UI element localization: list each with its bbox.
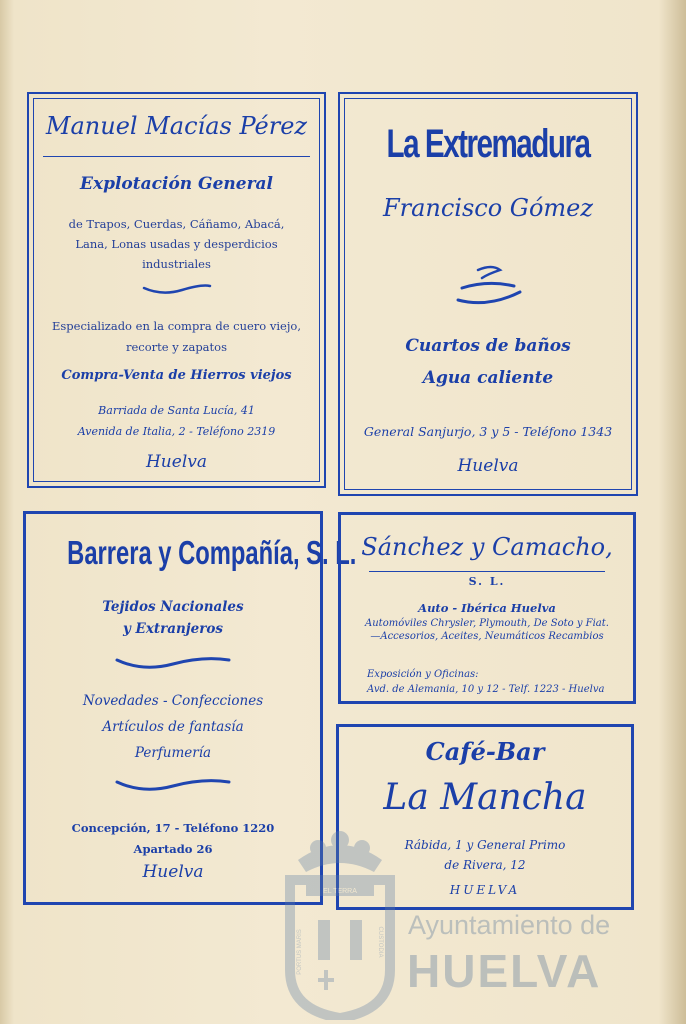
ad-city: Huelva — [457, 456, 519, 476]
ad-city: Huelva — [145, 452, 207, 472]
ad-title: Sánchez y Camacho, — [361, 533, 613, 561]
steam-ornament-icon — [340, 262, 636, 312]
ad-trade: Compra-Venta de Hierros viejos — [61, 368, 292, 383]
address-line-2: Apartado 26 — [133, 842, 213, 856]
ad-owner: Francisco Gómez — [382, 194, 594, 222]
ad-description: de Trapos, Cuerdas, Cáñamo, Abacá, Lana, Lonas usadas y desperdicios industriales — [68, 217, 285, 271]
address-line-1: Rábida, 1 y General Primo — [404, 838, 566, 852]
ad-address: General Sanjurjo, 3 y 5 - Teléfono 1343 — [363, 424, 613, 439]
ad-sanchez-camacho — [338, 512, 636, 704]
address-line-2: Avd. de Alemania, 10 y 12 - Telf. 1223 - Huelva — [367, 684, 605, 695]
ad-heading: Explotación General — [79, 174, 273, 194]
ayuntamiento-watermark — [270, 820, 630, 1020]
ad-type: Café-Bar — [425, 737, 545, 766]
service-line-2: Agua caliente — [422, 368, 554, 388]
ad-city: HUELVA — [449, 883, 521, 897]
products-line-1: Novedades - Confecciones — [82, 693, 264, 709]
ad-address — [29, 400, 324, 442]
products-line-3: Perfumería — [134, 745, 212, 761]
seal-right-text: CUSTODIA — [377, 926, 383, 958]
swash-ornament — [26, 776, 320, 794]
textiles-line-1: Tejidos Nacionales — [102, 599, 244, 615]
ad-description: Automóviles Chrysler, Plymouth, De Soto y Fiat.—Accesorios, Aceites, Neumáticos Recambios — [365, 618, 609, 642]
ad-textiles — [26, 596, 320, 640]
address-line-2: de Rivera, 12 — [444, 858, 526, 872]
address-line-1: Concepción, 17 - Teléfono 1220 — [71, 821, 275, 835]
ad-suffix: S. L. — [468, 575, 506, 588]
ad-title: Barrera y Compañía, S. L. — [67, 534, 357, 571]
products-line-2: Artículos de fantasía — [102, 719, 244, 735]
swash-ornament — [29, 282, 324, 296]
seal-left-text: PORTUS MARIS — [297, 929, 303, 975]
ad-city: Huelva — [142, 862, 204, 882]
divider — [43, 156, 310, 157]
textiles-line-2: y Extranjeros — [123, 621, 223, 637]
ad-subtitle: Auto - Ibérica Huelva — [418, 601, 556, 615]
address-line-1: Barriada de Santa Lucía, 41 — [98, 404, 255, 417]
ad-manuel-macias — [27, 92, 326, 488]
address-line-2: Avenida de Italia, 2 - Teléfono 2319 — [77, 425, 276, 438]
watermark-line-2: HUELVA — [407, 945, 602, 997]
address-line-1: Exposición y Oficinas: — [367, 669, 479, 680]
swash-ornament — [26, 654, 320, 672]
ad-products — [26, 688, 320, 766]
seal-banner-text: EL TERRA — [323, 888, 357, 895]
ad-title: La Extremadura — [386, 122, 590, 166]
watermark-line-1: Ayuntamiento de — [408, 910, 611, 940]
ad-specialty: Especializado en la compra de cuero viejo, recorte y zapatos — [51, 319, 302, 354]
ad-la-extremadura — [338, 92, 638, 496]
service-line-1: Cuartos de baños — [405, 336, 571, 356]
ad-title: Manuel Macías Pérez — [45, 112, 308, 140]
ad-title: La Mancha — [383, 777, 587, 818]
ad-address — [341, 667, 633, 697]
ad-services — [340, 330, 636, 394]
divider — [369, 571, 605, 572]
city-seal-icon — [270, 820, 410, 1020]
